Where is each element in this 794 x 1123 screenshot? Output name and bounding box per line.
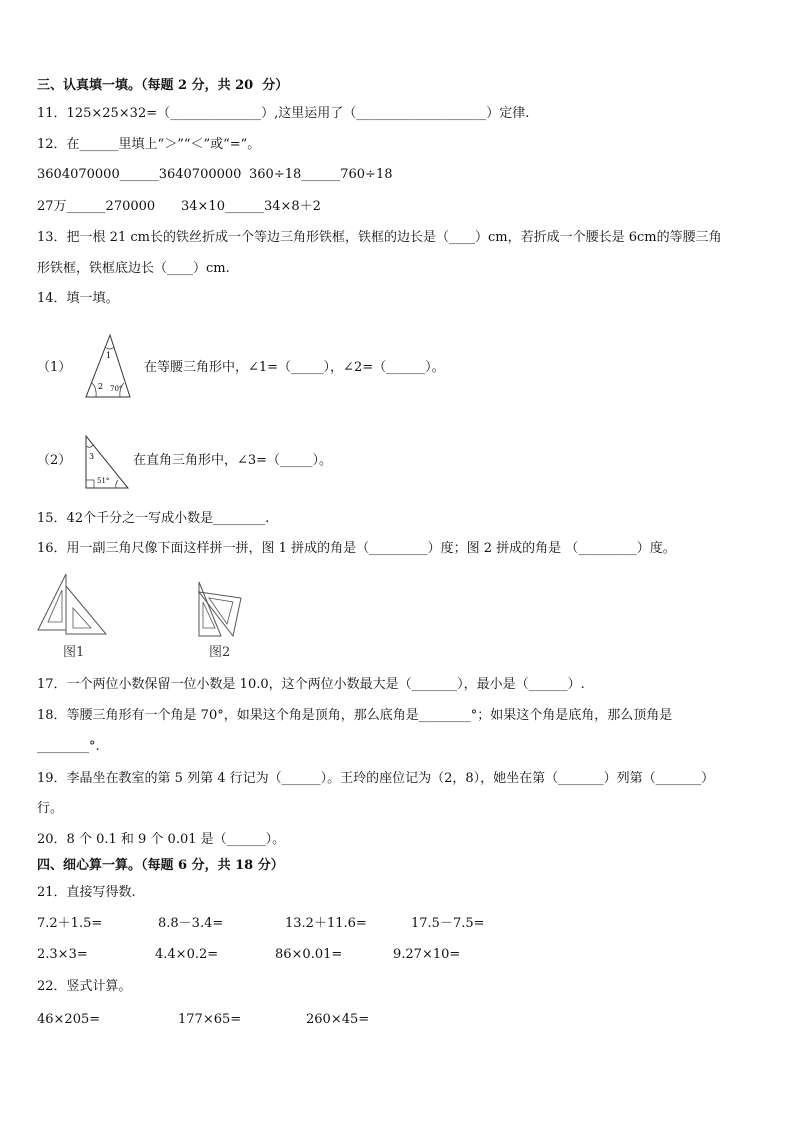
question-19-line-1: 19．李晶坐在教室的第 5 列第 4 行记为（______）。王玲的座位记为（2，8），她坐在第（_______）列第（_______） <box>37 771 715 786</box>
angle-2-label: 2 <box>98 382 104 391</box>
calc-item: 9.27×10= <box>393 947 461 962</box>
calc-item: 7.2＋1.5= <box>37 916 103 931</box>
calc-item: 8.8－3.4= <box>158 916 224 931</box>
q12-compare-2: 360÷18______760÷18 <box>249 167 393 182</box>
question-21: 21．直接写得数. <box>37 885 136 900</box>
q14-part-1-label: （1） <box>37 360 72 375</box>
angle-3-label: 3 <box>89 452 95 461</box>
calc-item: 4.4×0.2= <box>155 947 219 962</box>
angle-70-label: 70° <box>110 385 123 393</box>
q12-compare-3: 27万______270000 <box>37 199 156 214</box>
question-12: 12．在______里填上“＞”“＜”或“=”。 <box>37 137 261 152</box>
vertical-calc-item: 46×205= <box>37 1012 101 1027</box>
question-22: 22．竖式计算。 <box>37 979 132 994</box>
question-13-line-2: 形铁框，铁框底边长（____）cm. <box>37 261 230 276</box>
section-3-title: 三、认真填一填。（每题 2 分，共 20 分） <box>37 78 289 93</box>
question-15: 15．42个千分之一写成小数是________. <box>37 511 270 526</box>
calc-item: 17.5－7.5= <box>411 916 485 931</box>
vertical-calc-item: 177×65= <box>178 1012 242 1027</box>
q14-part-2-text: 在直角三角形中，∠3=（_____）。 <box>133 453 333 468</box>
question-19-line-2: 行。 <box>37 801 64 816</box>
question-20: 20．8 个 0.1 和 9 个 0.01 是（______）。 <box>37 832 286 847</box>
angle-51-label: 51° <box>97 477 110 485</box>
angle-1-label: 1 <box>106 351 112 360</box>
q12-compare-1: 3604070000______3640700000 <box>37 167 242 182</box>
calc-item: 2.3×3= <box>37 947 88 962</box>
question-13-line-1: 13．把一根 21 cm长的铁丝折成一个等边三角形铁框，铁框的边长是（____）cm，若折成一个腰长是 6cm的等腰三角 <box>37 230 722 245</box>
figure-1-set-squares <box>36 572 108 638</box>
q12-compare-4: 34×10______34×8＋2 <box>181 199 321 214</box>
vertical-calc-item: 260×45= <box>306 1012 370 1027</box>
right-triangle-figure <box>84 434 130 490</box>
q14-part-2-label: （2） <box>37 453 72 468</box>
question-11: 11．125×25×32=（______________）,这里运用了（____________________）定律. <box>37 106 530 121</box>
calc-item: 86×0.01= <box>275 947 343 962</box>
question-16: 16．用一副三角尺像下面这样拼一拼，图 1 拼成的角是（_________）度；图 2 拼成的角是 （_________）度。 <box>37 541 676 556</box>
q14-part-1-text: 在等腰三角形中，∠1=（_____），∠2=（______）。 <box>144 360 445 375</box>
question-18-line-2: ________°. <box>37 739 100 754</box>
figure-1-caption: 图1 <box>63 645 85 660</box>
figure-2-set-squares <box>195 580 245 640</box>
section-4-title: 四、细心算一算。（每题 6 分，共 18 分） <box>37 858 284 873</box>
question-17: 17．一个两位小数保留一位小数是 10.0，这个两位小数最大是（_______），最小是（______）. <box>37 677 585 692</box>
question-14: 14．填一填。 <box>37 291 119 306</box>
calc-item: 13.2＋11.6= <box>285 916 367 931</box>
isosceles-triangle-figure <box>84 333 132 399</box>
figure-2-caption: 图2 <box>209 645 231 660</box>
question-18-line-1: 18．等腰三角形有一个角是 70°，如果这个角是顶角，那么底角是________°；如果这个角是底角，那么顶角是 <box>37 708 673 723</box>
